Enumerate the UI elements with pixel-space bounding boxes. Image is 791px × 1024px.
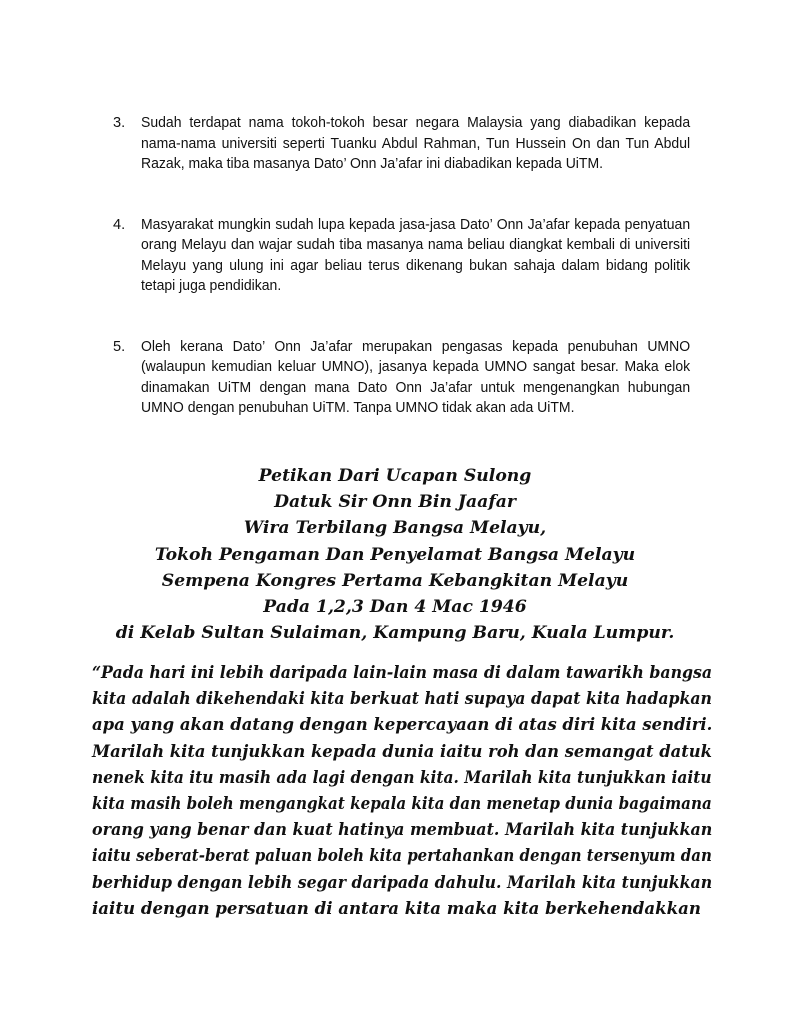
numbered-points-list [113,113,713,419]
quote-line: iaitu dengan persatuan di antara kita maka kita berkehendakkan [92,897,701,918]
list-item-number: 3. [113,115,126,131]
heading-line: Tokoh Pengaman Dan Penyelamat Bangsa Melayu [154,544,636,565]
list-item-text: Oleh kerana Dato’ Onn Ja’afar merupakan pengasas kepada penubuhan UMNO (walaupun kemudian keluar UMNO), jasanya kepada UMNO sangat besar. Maka elok dinamakan UiTM dengan mana Dato Onn Ja’afar untuk mengenangkan hubungan UMNO dengan penubuhan UiTM. Tanpa UMNO tidak akan ada UiTM. [141,338,691,416]
list-item [113,113,713,175]
heading-line: Pada 1,2,3 Dan 4 Mac 1946 [263,597,527,618]
heading-line: Petikan Dari Ucapan Sulong [258,466,532,486]
heading-line: Sempena Kongres Pertama Kebangkitan Melayu [161,570,629,591]
quote-line: apa yang akan datang dengan kepercayaan di atas diri kita sendiri. [92,714,713,735]
heading-line: di Kelab Sultan Sulaiman, Kampung Baru, Kuala Lumpur. [115,623,675,644]
speech-heading [95,463,695,646]
quote-line: berhidup dengan lebih segar daripada dahulu. Marilah kita tunjukkan [92,871,713,892]
quote-line: Marilah kita tunjukkan kepada dunia iaitu roh dan semangat datuk [92,740,712,761]
quote-line: orang yang benar dan kuat hatinya membuat. Marilah kita tunjukkan [92,819,713,840]
quote-line: kita adalah dikehendaki kita berkuat hati supaya dapat kita hadapkan [92,688,712,709]
list-item [113,337,713,419]
speech-quote [92,659,712,921]
quote-line: “Pada hari ini lebih daripada lain-lain masa di dalam tawarikh bangsa [92,662,713,682]
heading-line: Datuk Sir Onn Bin Jaafar [274,492,516,513]
list-item-number: 5. [113,338,126,355]
list-item-text: Masyarakat mungkin sudah lupa kepada jasa-jasa Dato’ Onn Ja’afar kepada penyatuan orang Melayu dan wajar sudah tiba masanya nama beliau diangkat kembali di universiti Melayu yang ulung ini agar beliau terus dikenang bukan sahaja dalam bidang politik tetapi juga pendidikan. [141,216,691,294]
list-item-text: Sudah terdapat nama tokoh-tokoh besar negara Malaysia yang diabadikan kepada nama-nama universiti seperti Tuanku Abdul Rahman, Tun Hussein On dan Tun Abdul Razak, maka tiba masanya Dato’ Onn Ja’afar ini diabadikan kepada UiTM. [141,115,691,172]
quote-line: iaitu seberat-berat paluan boleh kita pertahankan dengan tersenyum dan [92,845,712,866]
heading-line: Wira Terbilang Bangsa Melayu, [243,518,547,539]
list-item [113,215,713,297]
quote-line: nenek kita itu masih ada lagi dengan kita. Marilah kita tunjukkan iaitu [92,766,712,787]
list-item-number: 4. [113,216,126,233]
quote-line: kita masih boleh mengangkat kepala kita dan menetap dunia bagaimana [92,793,712,814]
